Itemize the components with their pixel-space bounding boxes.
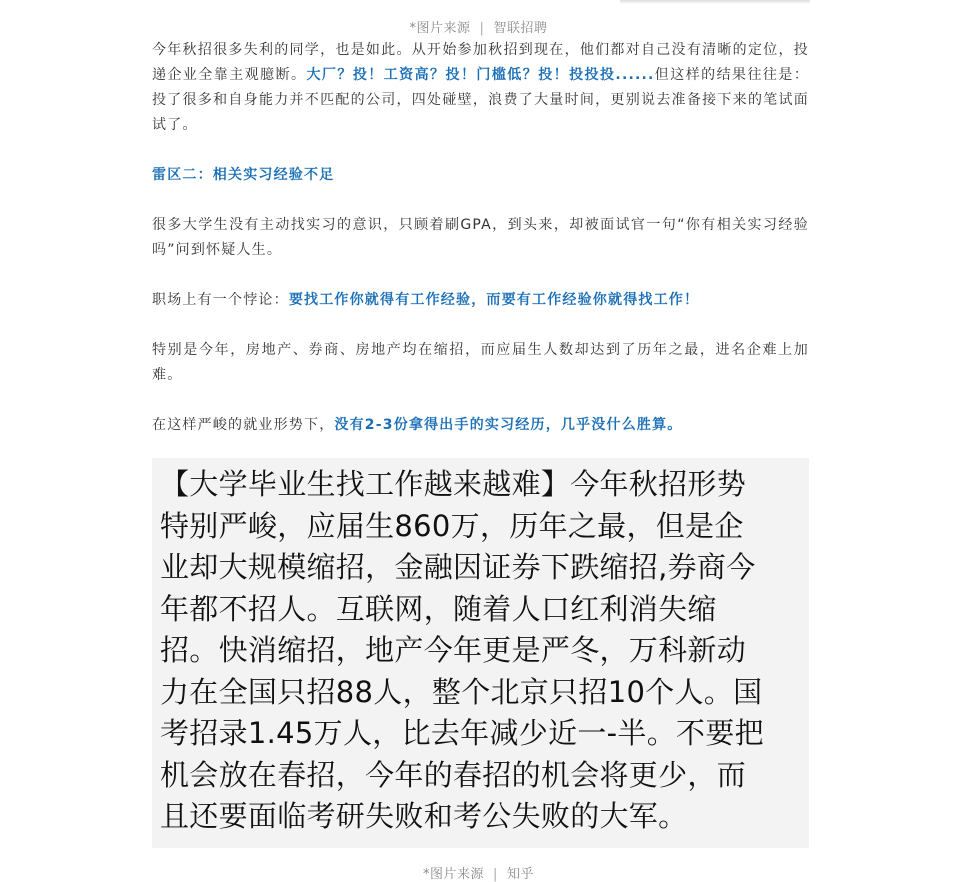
- quote-line: 且还要面临考研失败和考公失败的大军。: [160, 799, 688, 833]
- quote-line: 力在全国只招88人，整个北京只招10个人。国: [160, 674, 763, 709]
- paragraph-text: 今年秋招很多失利的同学，也是如此。从开始参加秋招到现在，他们都对自己没有清晰的定位，投递企业全靠主观臆断。: [152, 42, 809, 83]
- caption-prefix: *图片来源: [423, 867, 485, 882]
- quote-line: 特别严峻，应届生860万，历年之最，但是企: [160, 508, 744, 543]
- quote-line: 招。快消缩招，地产今年更是严冬，万科新动: [160, 633, 747, 667]
- caption-source: 智联招聘: [493, 21, 548, 36]
- section-heading-minefield-two: 雷区二：相关实习经验不足: [152, 167, 335, 183]
- paragraph-this-year: 特别是今年，房地产、券商、房地产均在缩招，而应届生人数却达到了历年之最，进名企难上加难。: [152, 342, 809, 383]
- quote-line: 【大学毕业生找工作越来越难】今年秋招形势: [160, 467, 747, 501]
- paragraph-text: 职场上有一个悖论：: [152, 292, 289, 308]
- top-edge-shadow: [620, 0, 810, 4]
- caption-separator: |: [479, 21, 485, 36]
- article-body: [152, 38, 809, 438]
- caption-prefix: *图片来源: [409, 21, 471, 36]
- quote-line: 业却大规模缩招，金融因证券下跌缩招,券商今: [160, 550, 756, 584]
- image-source-caption-top: [0, 17, 957, 36]
- quote-line: 考招录1.45万人，比去年减少近一-半。不要把: [160, 716, 764, 750]
- paragraph-text: 在这样严峻的就业形势下，: [152, 417, 335, 433]
- highlight-text: 大厂？投！工资高？投！门槛低？投！投投投......: [306, 67, 655, 83]
- paragraph-paradox: [152, 288, 809, 313]
- paragraph-autumn-recruitment: [152, 38, 809, 138]
- quote-line: 年都不招人。互联网，随着人口红利消失缩: [160, 591, 717, 626]
- highlight-text: 要找工作你就得有工作经验，而要有工作经验你就得找工作！: [288, 292, 700, 308]
- highlight-text: 没有2-3份拿得出手的实习经历，几乎没什么胜算。: [334, 417, 683, 433]
- caption-separator: |: [493, 867, 498, 882]
- image-source-caption-bottom: [0, 863, 957, 882]
- quote-text: [160, 464, 800, 838]
- paragraph-internship: 很多大学生没有主动找实习的意识，只顾着刷GPA，到头来，却被面试官一句“你有相关实习经验吗”问到怀疑人生。: [152, 217, 809, 258]
- paragraph-severe-situation: [152, 413, 809, 438]
- paragraph-text: 但这样的结果往往是：投了很多和自身能力并不匹配的公司，四处碰壁，浪费了大量时间，更别说去准备接下来的笔试面试了。: [152, 67, 810, 133]
- caption-source: 知乎: [506, 867, 534, 882]
- quote-line: 机会放在春招，今年的春招的机会将更少，而: [160, 757, 747, 792]
- quote-screenshot-image: [152, 458, 809, 848]
